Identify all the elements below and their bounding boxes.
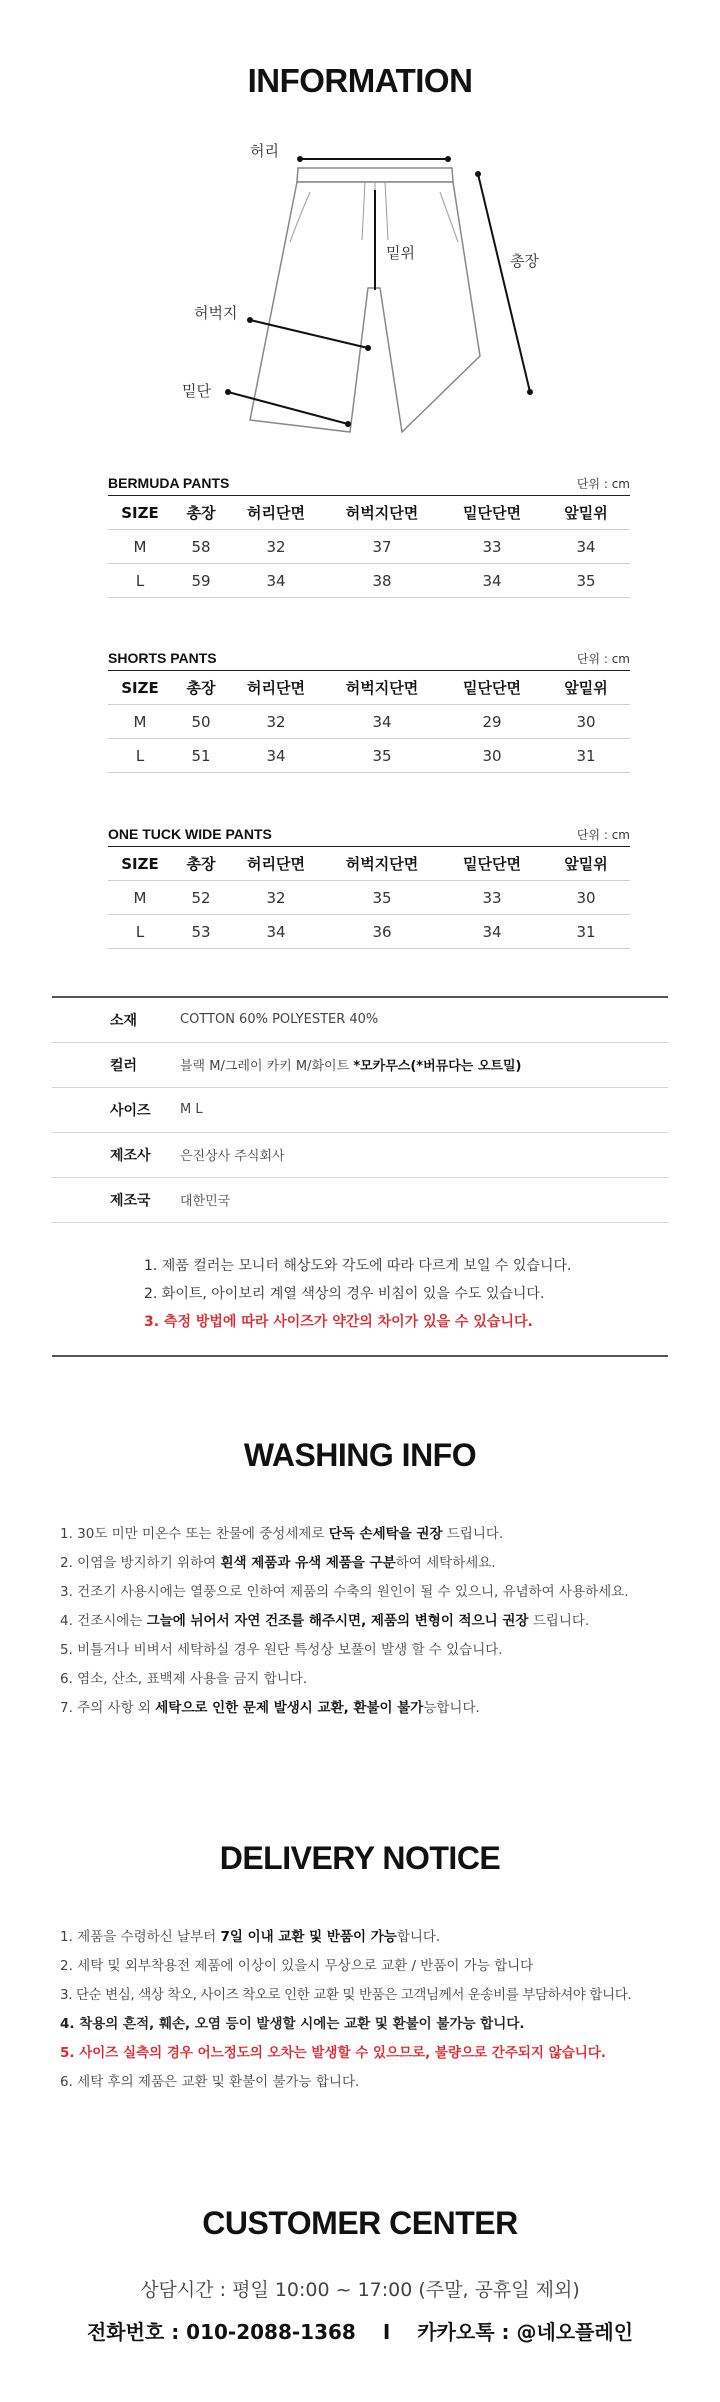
washing-item bbox=[60, 1522, 503, 1542]
header-cell: 밑단단면 bbox=[442, 496, 542, 530]
table-cell: 33 bbox=[442, 530, 542, 564]
header-cell: 밑단단면 bbox=[442, 847, 542, 881]
table-cell: 34 bbox=[542, 530, 630, 564]
table-cell: 34 bbox=[322, 705, 442, 739]
delivery-item: 3. 단순 변심, 색상 착오, 사이즈 착오로 인한 교환 및 반품은 고객님께서 운송비를 부담하셔야 합니다. bbox=[60, 1987, 632, 2003]
washing-item: 3. 건조기 사용시에는 열풍으로 인하여 제품의 수축의 원인이 될 수 있으니, 유념하여 사용하세요. bbox=[60, 1584, 629, 1600]
table-row bbox=[108, 705, 630, 739]
text: 7. 주의 사항 외 bbox=[60, 1700, 156, 1716]
delivery-item: 6. 세탁 후의 제품은 교환 및 환불이 불가능 합니다. bbox=[60, 2074, 360, 2090]
header-cell: 허리단면 bbox=[230, 847, 322, 881]
label-waist: 허리 bbox=[250, 142, 279, 160]
text: 2. 이염을 방지하기 위하여 bbox=[60, 1555, 221, 1571]
text: 드립니다. bbox=[528, 1613, 590, 1629]
table-cell: 35 bbox=[542, 564, 630, 598]
header-cell: 허벅지단면 bbox=[322, 671, 442, 705]
text-bold: 세탁으로 인한 문제 발생시 교환, 환불이 불가 bbox=[155, 1700, 424, 1716]
table-cell: 33 bbox=[442, 881, 542, 915]
note-2: 2. 화이트, 아이보리 계열 색상의 경우 비침이 있을 수도 있습니다. bbox=[144, 1286, 545, 1302]
table-row bbox=[108, 881, 630, 915]
table-cell: 32 bbox=[230, 530, 322, 564]
text-bold: 그늘에 뉘어서 자연 건조를 해주시면, 제품의 변형이 적으니 권장 bbox=[146, 1613, 529, 1629]
table-cell: 36 bbox=[322, 915, 442, 949]
header-cell: 앞밑위 bbox=[542, 847, 630, 881]
spec-key: 제조사 bbox=[52, 1132, 178, 1177]
spec-value: COTTON 60% POLYESTER 40% bbox=[178, 997, 668, 1042]
table-cell: 32 bbox=[230, 881, 322, 915]
spec-table bbox=[52, 996, 668, 1223]
header-cell: 총장 bbox=[172, 847, 230, 881]
table-cell: 37 bbox=[322, 530, 442, 564]
table-cell: 34 bbox=[230, 564, 322, 598]
header-cell: 허벅지단면 bbox=[322, 496, 442, 530]
header-cell: SIZE bbox=[108, 496, 172, 530]
size-table-unit: 단위 : cm bbox=[576, 828, 630, 842]
header-cell: 앞밑위 bbox=[542, 496, 630, 530]
customer-hours: 상담시간 : 평일 10:00 ~ 17:00 (주말, 공휴일 제외) bbox=[140, 2279, 580, 2301]
washing-item: 6. 염소, 산소, 표백제 사용을 금지 합니다. bbox=[60, 1671, 308, 1687]
spec-key: 소재 bbox=[52, 997, 178, 1042]
table-row bbox=[108, 739, 630, 773]
table-cell: 35 bbox=[322, 739, 442, 773]
table-cell: M bbox=[108, 705, 172, 739]
text-bold: 7일 이내 교환 및 반품이 가능 bbox=[220, 1929, 397, 1945]
size-table-title: SHORTS PANTS bbox=[108, 650, 217, 666]
customer-title: CUSTOMER CENTER bbox=[202, 2205, 518, 2241]
text: 드립니다. bbox=[442, 1526, 504, 1542]
spec-value: 대한민국 bbox=[178, 1177, 668, 1222]
table-cell: 30 bbox=[542, 881, 630, 915]
spec-row-size bbox=[52, 1087, 668, 1132]
header-cell: 허리단면 bbox=[230, 671, 322, 705]
delivery-item: 5. 사이즈 실측의 경우 어느정도의 오차는 발생할 수 있으므로, 불량으로 간주되지 않습니다. bbox=[60, 2045, 606, 2061]
text-bold: 흰색 제품과 유색 제품을 구분 bbox=[220, 1555, 396, 1571]
text: 1. 제품을 수령하신 날부터 bbox=[60, 1929, 221, 1945]
text: 합니다. bbox=[396, 1929, 441, 1945]
spec-value: M L bbox=[178, 1087, 668, 1132]
table-cell: 34 bbox=[230, 915, 322, 949]
color-values: 블랙 M/그레이 카키 M/화이트 bbox=[180, 1059, 354, 1074]
size-table-unit: 단위 : cm bbox=[576, 477, 630, 491]
washing-title: WASHING INFO bbox=[243, 1437, 477, 1473]
table-cell: 51 bbox=[172, 739, 230, 773]
spec-row-material bbox=[52, 997, 668, 1042]
header-cell: 앞밑위 bbox=[542, 671, 630, 705]
spec-key: 사이즈 bbox=[52, 1087, 178, 1132]
text: 4. 건조시에는 bbox=[60, 1613, 147, 1629]
table-cell: 58 bbox=[172, 530, 230, 564]
text: 능합니다. bbox=[423, 1700, 480, 1716]
label-hem: 밑단 bbox=[182, 382, 211, 400]
table-cell: 29 bbox=[442, 705, 542, 739]
delivery-item bbox=[60, 1925, 440, 1945]
spec-row-maker bbox=[52, 1132, 668, 1177]
table-cell: 35 bbox=[322, 881, 442, 915]
note-1: 1. 제품 컬러는 모니터 해상도와 각도에 따라 다르게 보일 수 있습니다. bbox=[144, 1258, 572, 1274]
table-cell: 52 bbox=[172, 881, 230, 915]
washing-item bbox=[60, 1551, 496, 1571]
table-cell: 34 bbox=[442, 564, 542, 598]
spec-row-country bbox=[52, 1177, 668, 1222]
text-bold: 단독 손세탁을 권장 bbox=[328, 1526, 443, 1542]
label-length: 총장 bbox=[510, 252, 539, 270]
table-cell: L bbox=[108, 739, 172, 773]
size-table-title: ONE TUCK WIDE PANTS bbox=[108, 826, 272, 842]
table-cell: 32 bbox=[230, 705, 322, 739]
washing-item: 5. 비틀거나 비벼서 세탁하실 경우 원단 특성상 보풀이 발생 할 수 있습니다. bbox=[60, 1642, 503, 1658]
table-cell: 34 bbox=[442, 915, 542, 949]
spec-value: 은진상사 주식회사 bbox=[178, 1132, 668, 1177]
table-cell: 30 bbox=[442, 739, 542, 773]
table-cell: M bbox=[108, 530, 172, 564]
table-cell: L bbox=[108, 915, 172, 949]
table-cell: 53 bbox=[172, 915, 230, 949]
table-row bbox=[108, 530, 630, 564]
delivery-title: DELIVERY NOTICE bbox=[219, 1840, 501, 1876]
spec-key: 제조국 bbox=[52, 1177, 178, 1222]
header-cell: 총장 bbox=[172, 496, 230, 530]
table-row bbox=[108, 564, 630, 598]
customer-contact bbox=[0, 2316, 720, 2345]
text: 하여 세탁하세요. bbox=[395, 1555, 496, 1571]
label-thigh: 허벅지 bbox=[194, 304, 238, 322]
label-rise: 밑위 bbox=[386, 244, 415, 262]
color-values-bold: *모카무스(*버뮤다는 오트밀) bbox=[353, 1059, 522, 1074]
table-cell: L bbox=[108, 564, 172, 598]
note-3: 3. 측정 방법에 따라 사이즈가 약간의 차이가 있을 수 있습니다. bbox=[144, 1314, 533, 1330]
pants-diagram bbox=[150, 130, 580, 450]
table-cell: 38 bbox=[322, 564, 442, 598]
table-row bbox=[108, 915, 630, 949]
header-cell: 밑단단면 bbox=[442, 671, 542, 705]
table-cell: 50 bbox=[172, 705, 230, 739]
washing-item bbox=[60, 1696, 480, 1716]
header-cell: 허리단면 bbox=[230, 496, 322, 530]
information-title: INFORMATION bbox=[247, 62, 473, 99]
contact-divider: I bbox=[382, 2320, 391, 2344]
table-cell: M bbox=[108, 881, 172, 915]
customer-phone: 전화번호 : 010-2088-1368 bbox=[86, 2320, 356, 2344]
header-cell: SIZE bbox=[108, 847, 172, 881]
text: 1. 30도 미만 미온수 또는 찬물에 중성세제로 bbox=[60, 1526, 329, 1542]
table-cell: 31 bbox=[542, 915, 630, 949]
header-cell: 총장 bbox=[172, 671, 230, 705]
divider-line bbox=[52, 1355, 668, 1357]
table-cell: 31 bbox=[542, 739, 630, 773]
size-table-title: BERMUDA PANTS bbox=[108, 475, 230, 491]
table-cell: 34 bbox=[230, 739, 322, 773]
spec-row-color bbox=[52, 1042, 668, 1087]
header-cell: SIZE bbox=[108, 671, 172, 705]
delivery-item: 4. 착용의 흔적, 훼손, 오염 등이 발생할 시에는 교환 및 환불이 불가능 합니다. bbox=[60, 2016, 525, 2032]
header-cell: 허벅지단면 bbox=[322, 847, 442, 881]
spec-value bbox=[178, 1042, 668, 1087]
table-cell: 30 bbox=[542, 705, 630, 739]
table-cell: 59 bbox=[172, 564, 230, 598]
spec-key: 컬러 bbox=[52, 1042, 178, 1087]
delivery-item: 2. 세탁 및 외부착용전 제품에 이상이 있을시 무상으로 교환 / 반품이 가능 합니다 bbox=[60, 1958, 534, 1974]
pants-diagram-svg bbox=[150, 130, 580, 450]
customer-kakao: 카카오톡 : @네오플레인 bbox=[417, 2320, 634, 2344]
size-table-unit: 단위 : cm bbox=[576, 652, 630, 666]
washing-item bbox=[60, 1609, 589, 1629]
